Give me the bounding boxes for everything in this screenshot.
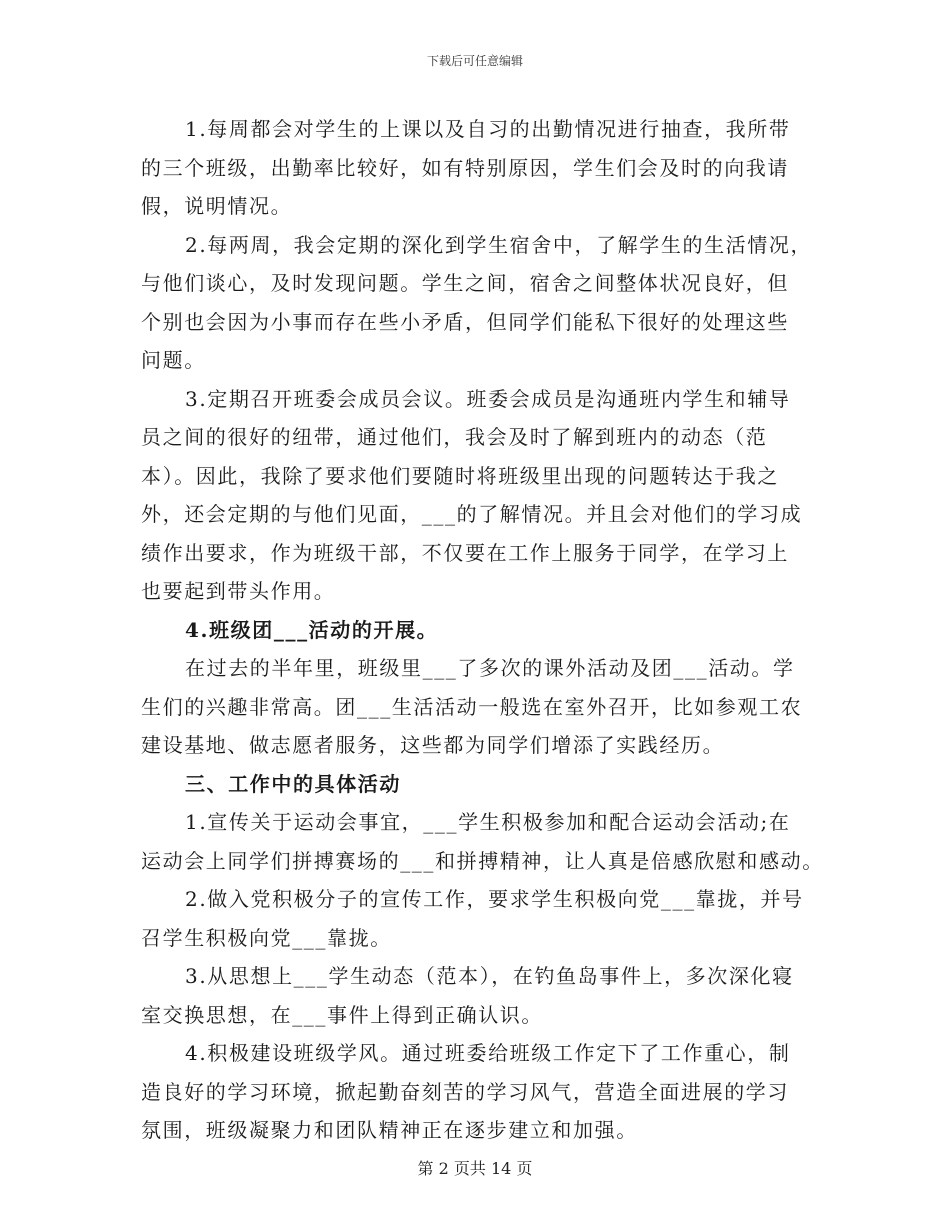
paragraph-line: 绩作出要求，作为班级干部，不仅要在工作上服务于同学，在学习上 (141, 540, 789, 565)
paragraph-line: 1.宣传关于运动会事宜，___学生积极参加和配合运动会活动;在 (185, 810, 791, 834)
paragraph-line: 与他们谈心，及时发现问题。学生之间，宿舍之间整体状况良好，但 (141, 271, 789, 295)
paragraph-line: 3.定期召开班委会成员会议。班委会成员是沟通班内学生和辅导 (185, 386, 791, 411)
document-body (141, 110, 824, 1150)
paragraph-line: 室交换思想，在___事件上得到正确认识。 (141, 1002, 543, 1027)
paragraph-line: 运动会上同学们拼搏赛场的___和拼搏精神，让人真是倍感欣慰和感动。 (141, 848, 824, 873)
paragraph-line: 个别也会因为小事而存在些小矛盾，但同学们能私下很好的处理这些 (141, 309, 789, 334)
paragraph-line: 氛围，班级凝聚力和团队精神正在逐步建立和加强。 (141, 1118, 638, 1142)
paragraph-line: 在过去的半年里，班级里___了多次的课外活动及团___活动。学 (185, 656, 795, 680)
paragraph-line: 本）。因此，我除了要求他们要随时将班级里出现的问题转达于我之 (141, 463, 779, 488)
paragraph-line: 召学生积极向党___靠拢。 (141, 925, 392, 950)
paragraph-line: 2.每两周，我会定期的深化到学生宿舍中，了解学生的生活情况， (185, 232, 813, 257)
paragraph-line: 4.积极建设班级学风。通过班委给班级工作定下了工作重心，制 (185, 1041, 791, 1065)
paragraph-line: 3.从思想上___学生动态（范本），在钓鱼岛事件上，多次深化寝 (185, 964, 794, 988)
paragraph-line: 员之间的很好的纽带，通过他们，我会及时了解到班内的动态（范 (141, 425, 768, 449)
page-footer-number: 第 2 页共 14 页 (417, 1159, 533, 1178)
paragraph-line: 外，还会定期的与他们见面，___的了解情况。并且会对他们的学习成 (141, 502, 803, 526)
paragraph-line: 造良好的学习环境，掀起勤奋刻苦的学习风气，营造全面进展的学习 (141, 1079, 789, 1104)
paragraph-line: 问题。 (141, 348, 206, 372)
paragraph-line: 1.每周都会对学生的上课以及自习的出勤情况进行抽查，我所带 (185, 117, 791, 141)
paragraph-line: 生们的兴趣非常高。团___生活活动一般选在室外召开，比如参观工农 (141, 694, 803, 719)
paragraph-line: 假，说明情况。 (141, 194, 293, 218)
section-heading: 4.班级团___活动的开展。 (185, 617, 439, 642)
section-heading: 三、工作中的具体活动 (185, 771, 401, 796)
paragraph-line: 也要起到带头作用。 (141, 579, 336, 603)
paragraph-line: 建设基地、做志愿者服务，这些都为同学们增添了实践经历。 (141, 733, 725, 757)
page-header-note: 下载后可任意编辑 (426, 54, 523, 68)
paragraph-line: 的三个班级，出勤率比较好，如有特别原因，学生们会及时的向我请 (141, 155, 789, 180)
paragraph-line: 2.做入党积极分子的宣传工作，要求学生积极向党___靠拢，并号 (185, 887, 804, 911)
